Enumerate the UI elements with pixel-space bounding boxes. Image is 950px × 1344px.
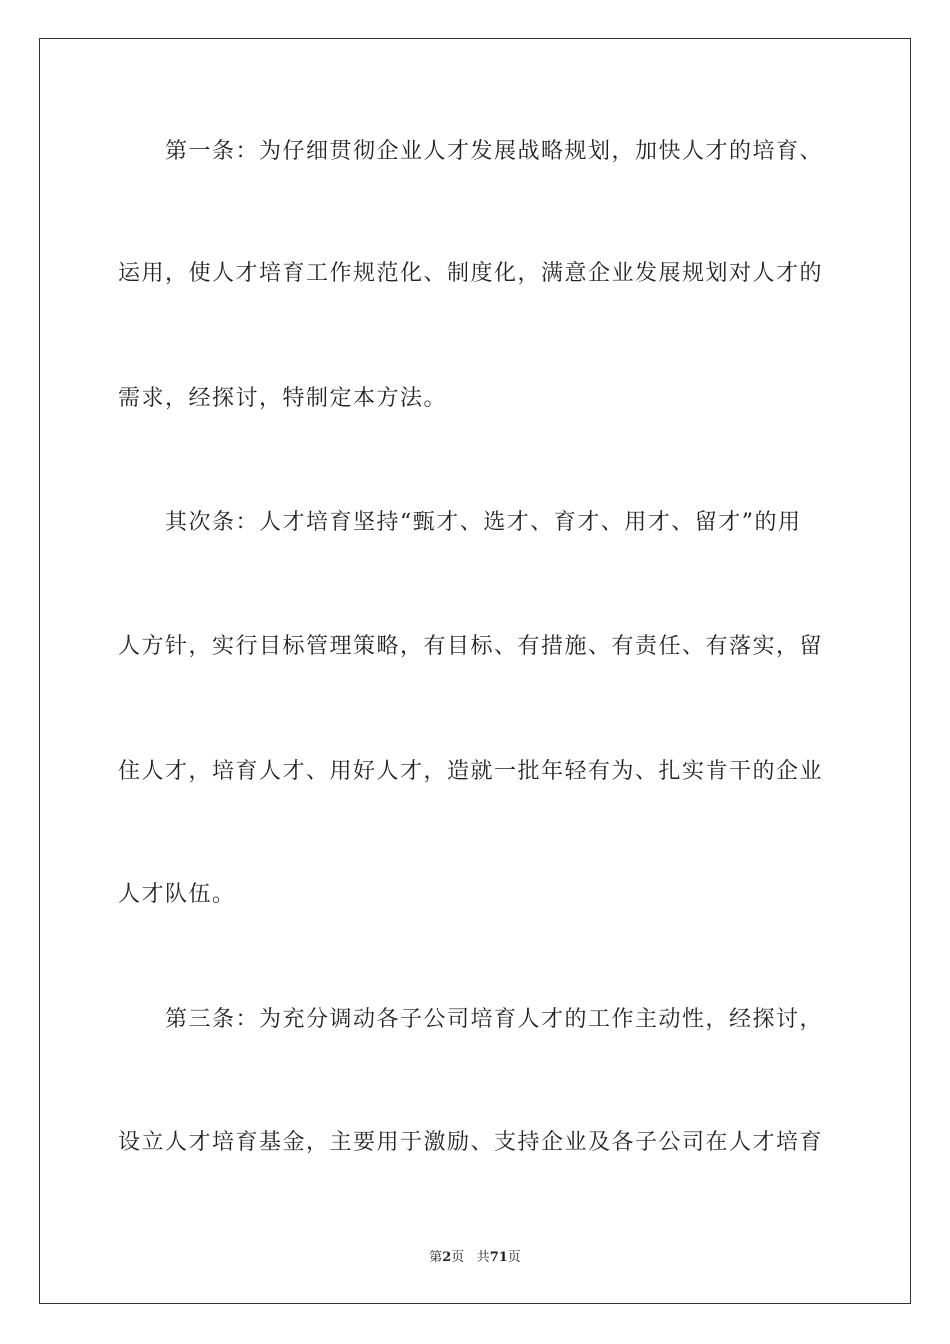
- page-footer: [0, 1246, 950, 1265]
- page-border: [39, 38, 911, 1304]
- paragraph-1-line-3: 需求，经探讨，特制定本方法。: [118, 386, 448, 411]
- paragraph-2-line-3: 住人才，培育人才、用好人才，造就一批年轻有为、扎实肯干的企业: [118, 759, 824, 784]
- paragraph-1-line-2: 运用，使人才培育工作规范化、制度化，满意企业发展规划对人才的: [118, 261, 824, 286]
- paragraph-2-line-2: 人方针，实行目标管理策略，有目标、有措施、有责任、有落实，留: [118, 634, 824, 659]
- paragraph-2-line-1: 其次条：人才培育坚持“甄才、选才、育才、用才、留才”的用: [165, 510, 802, 535]
- footer-page-suffix: 页: [451, 1250, 465, 1265]
- paragraph-3-line-1: 第三条：为充分调动各子公司培育人才的工作主动性，经探讨，: [165, 1007, 824, 1032]
- footer-total-prefix: 共: [476, 1250, 490, 1265]
- footer-prefix: 第: [429, 1250, 443, 1265]
- paragraph-3-line-2: 设立人才培育基金，主要用于激励、支持企业及各子公司在人才培育: [118, 1130, 824, 1155]
- total-page-count: 71: [489, 1250, 508, 1265]
- footer-total-suffix: 页: [507, 1250, 521, 1265]
- current-page-number: 2: [442, 1250, 452, 1265]
- paragraph-1-line-1: 第一条：为仔细贯彻企业人才发展战略规划，加快人才的培育、: [165, 139, 824, 164]
- paragraph-2-line-4: 人才队伍。: [118, 882, 236, 907]
